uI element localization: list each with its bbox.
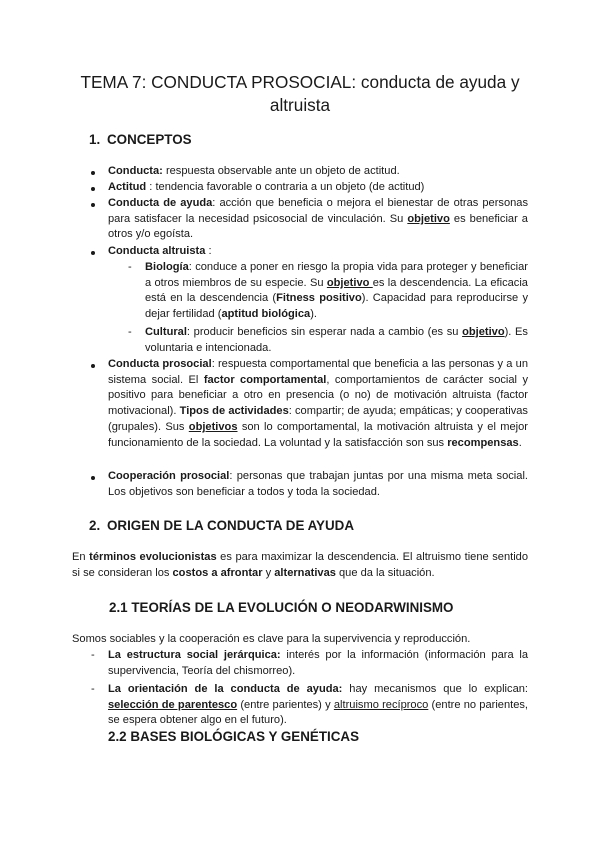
costos-keyword: costos a afrontar (172, 566, 263, 579)
term: Conducta: (108, 165, 163, 177)
definition: respuesta observable ante un objeto de actitud. (162, 165, 400, 177)
term: Conducta prosocial (108, 358, 212, 370)
factor-keyword: factor comportamental (203, 373, 327, 386)
bullet-icon (91, 203, 95, 207)
definition-part: : acción que beneficia o mejora el bienestar de otras personas para satisfacer la necesidad psicosocial de vinculación. Su (108, 197, 528, 225)
text-part: son lo comportamental, la motivación altruista y el mejor funcionamiento de la sociedad. La voluntad y la satisfacción son sus (108, 420, 528, 449)
dash-bullet: - (91, 649, 95, 661)
text-part: (entre parientes) y (237, 698, 334, 711)
alternativas-keyword: alternativas (274, 566, 336, 579)
definition: : personas que trabajan juntas por una misma meta social. Los objetivos son beneficiar a todos y toda la sociedad. (108, 470, 528, 498)
definition: : (205, 245, 212, 257)
dash-bullet: - (128, 326, 132, 338)
bullet-icon (91, 187, 95, 191)
dash-bullet: - (91, 683, 95, 695)
text-part: , comportamientos de carácter social y positivo para beneficiar a otro en presencia (o no) de motivación altruista (factor motivacional). (108, 373, 528, 418)
objetivo-keyword: objetivo (462, 326, 505, 338)
term: Conducta de ayuda (108, 197, 213, 209)
text-part: En (72, 551, 90, 563)
text-part: y (262, 566, 275, 579)
objetivo-keyword: objetivo (407, 212, 450, 225)
subsection-heading-2-1: 2.1 TEORÍAS DE LA EVOLUCIÓN O NEODARWINISMO (109, 600, 454, 615)
altruismo-reciproco-keyword: altruismo recíproco (333, 698, 429, 711)
text-part: : compartir; de ayuda; empáticas; y cooperativas (grupales). Sus (108, 405, 528, 433)
text-part: . (518, 436, 522, 449)
title-line-2: altruista (269, 95, 331, 115)
section-heading-origen (89, 517, 354, 535)
item-actitud (108, 180, 528, 196)
recompensas-keyword: recompensas (447, 436, 519, 449)
item-conducta-prosocial (108, 357, 528, 451)
seleccion-parentesco-keyword: selección de parentesco (108, 698, 238, 711)
item-conducta-altruista (108, 244, 528, 260)
subitem-cultural (145, 325, 528, 356)
section2-intro (72, 550, 528, 581)
subsection-2-1-intro: Somos sociables y la cooperación es clave para la supervivencia y reproducción. (72, 633, 471, 645)
aptitud-keyword: aptitud biológica (221, 308, 311, 321)
objetivos-keyword: objetivos (188, 420, 238, 433)
text-part: ). (310, 308, 317, 321)
bullet-icon (91, 364, 95, 368)
bullet-icon (91, 251, 95, 255)
term: La orientación de la conducta de ayuda: (108, 683, 343, 695)
subsection-heading-2-2: 2.2 BASES BIOLÓGICAS Y GENÉTICAS (108, 729, 360, 744)
text-part: (entre no parientes, se espera obtener algo en el futuro). (108, 698, 529, 727)
item-conducta (108, 164, 528, 180)
term: Actitud (108, 181, 147, 193)
term: Cultural (145, 326, 187, 338)
text-part: es la descendencia. La eficacia está en la descendencia ( (145, 276, 528, 305)
term: Conducta altruista (108, 245, 206, 257)
title-line-1: TEMA 7: CONDUCTA PROSOCIAL: conducta de ayuda y (80, 72, 520, 92)
section-heading-conceptos (89, 131, 192, 149)
section-title: CONCEPTOS (107, 132, 192, 147)
term: Cooperación prosocial (108, 470, 230, 482)
item-conducta-ayuda (108, 196, 528, 243)
item-cooperacion-prosocial (108, 469, 528, 500)
definition: interés por la información (información para la supervivencia, Teoría del chismorreo). (108, 649, 528, 677)
fitness-keyword: Fitness positivo (276, 292, 362, 305)
term: La estructura social jerárquica: (108, 649, 281, 661)
text-part: : conduce a poner en riesgo la propia vida para proteger y beneficiar a otros miembros de su especie. Su (145, 261, 528, 289)
bullet-icon (91, 171, 95, 175)
section-number: 1. (89, 132, 101, 147)
definition-part: es beneficiar a otros y/o egoísta. (108, 212, 528, 241)
subitem-biologia (145, 260, 528, 323)
text-part: que da la situación. (335, 566, 435, 579)
evolucionistas-keyword: términos evolucionistas (89, 551, 217, 563)
section-number: 2. (89, 518, 101, 533)
text-part: ). Capacidad para reproducirse y dejar fertilidad ( (145, 292, 528, 321)
page-title (60, 71, 540, 117)
text-part: : producir beneficios sin esperar nada a cambio (es su (186, 326, 463, 338)
text-part: : respuesta comportamental que beneficia a las personas y a un sistema social. El (108, 358, 528, 386)
section-title: ORIGEN DE LA CONDUCTA DE AYUDA (107, 518, 354, 533)
tipos-keyword: Tipos de actividades (179, 405, 289, 418)
definition: : tendencia favorable o contraria a un objeto (de actitud) (146, 181, 425, 193)
text-part: es para maximizar la descendencia. El altruismo tiene sentido si se consideran los (72, 551, 529, 579)
text-part: ). Es voluntaria e intencionada. (145, 326, 528, 354)
bullet-icon (91, 476, 95, 480)
term: Biología (145, 261, 189, 273)
dash-bullet: - (128, 261, 132, 273)
item-orientacion-ayuda (108, 682, 528, 729)
text-part: hay mecanismos que lo explican: (342, 683, 528, 695)
item-estructura-social (108, 648, 528, 679)
objetivo-keyword: objetivo (326, 276, 373, 289)
